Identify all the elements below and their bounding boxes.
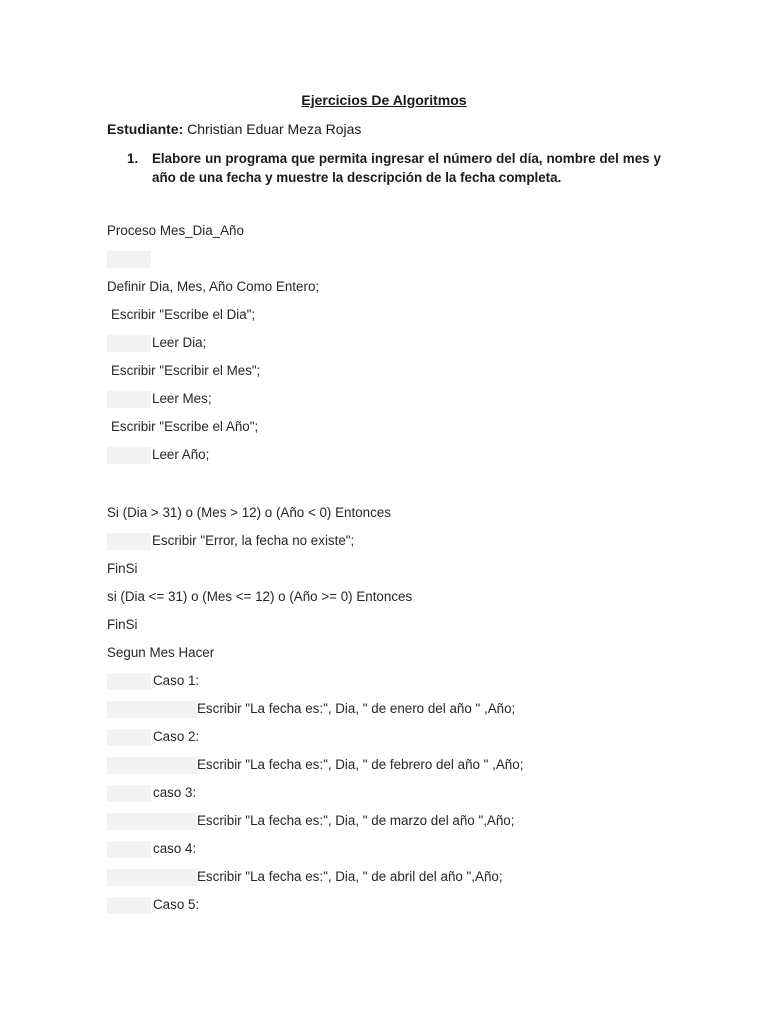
code-line: Escribir "La fecha es:", Dia, " de abril del año ",Año; [197,869,503,884]
shade-indent [107,533,151,550]
shade-indent [107,813,197,830]
shade-empty-line [107,251,151,268]
code-line: Caso 5: [153,897,200,912]
code-line: Si (Dia > 31) o (Mes > 12) o (Año < 0) Entonces [107,505,391,520]
code-line: Leer Dia; [152,335,207,350]
code-line: Leer Año; [152,447,210,462]
code-line: Leer Mes; [152,391,212,406]
code-line: Segun Mes Hacer [107,645,215,660]
exercise-text: Elabore un programa que permita ingresar el número del día, nombre del mes y año de una fecha y muestre la descripción de la fecha completa. [152,151,661,185]
student-name: Christian Eduar Meza Rojas [187,121,362,137]
shade-indent [107,841,151,858]
shade-indent [107,335,151,352]
shade-indent [107,757,197,774]
code-line: Escribir "Error, la fecha no existe"; [152,533,355,548]
exercise-number: 1. [127,151,139,166]
code-line: caso 3: [153,785,197,800]
student-label: Estudiante: [107,121,184,137]
code-line: FinSi [107,561,138,576]
shade-indent [107,785,151,802]
exercise-item [127,149,661,187]
shade-indent [107,673,151,690]
shade-indent [107,391,151,408]
code-line: si (Dia <= 31) o (Mes <= 12) o (Año >= 0) Entonces [107,589,413,604]
shade-indent [107,897,151,914]
code-line: Escribir "La fecha es:", Dia, " de febrero del año " ,Año; [197,757,524,772]
shade-indent [107,729,151,746]
document-title: Ejercicios De Algoritmos [301,92,467,108]
code-line: caso 4: [153,841,197,856]
code-line: Caso 1: [153,673,200,688]
code-line: FinSi [107,617,138,632]
shade-indent [107,701,197,718]
code-line: Escribir "La fecha es:", Dia, " de marzo del año ",Año; [197,813,515,828]
shade-indent [107,869,197,886]
code-line: Proceso Mes_Dia_Año [107,223,244,238]
code-line: Escribir "Escribe el Año"; [111,419,259,434]
code-line: Escribir "Escribir el Mes"; [111,363,261,378]
student-line [107,121,361,137]
code-line: Definir Dia, Mes, Año Como Entero; [107,279,320,294]
code-line: Escribir "La fecha es:", Dia, " de enero del año " ,Año; [197,701,516,716]
shade-indent [107,447,151,464]
code-line: Escribir "Escribe el Dia"; [111,307,256,322]
code-line: Caso 2: [153,729,200,744]
